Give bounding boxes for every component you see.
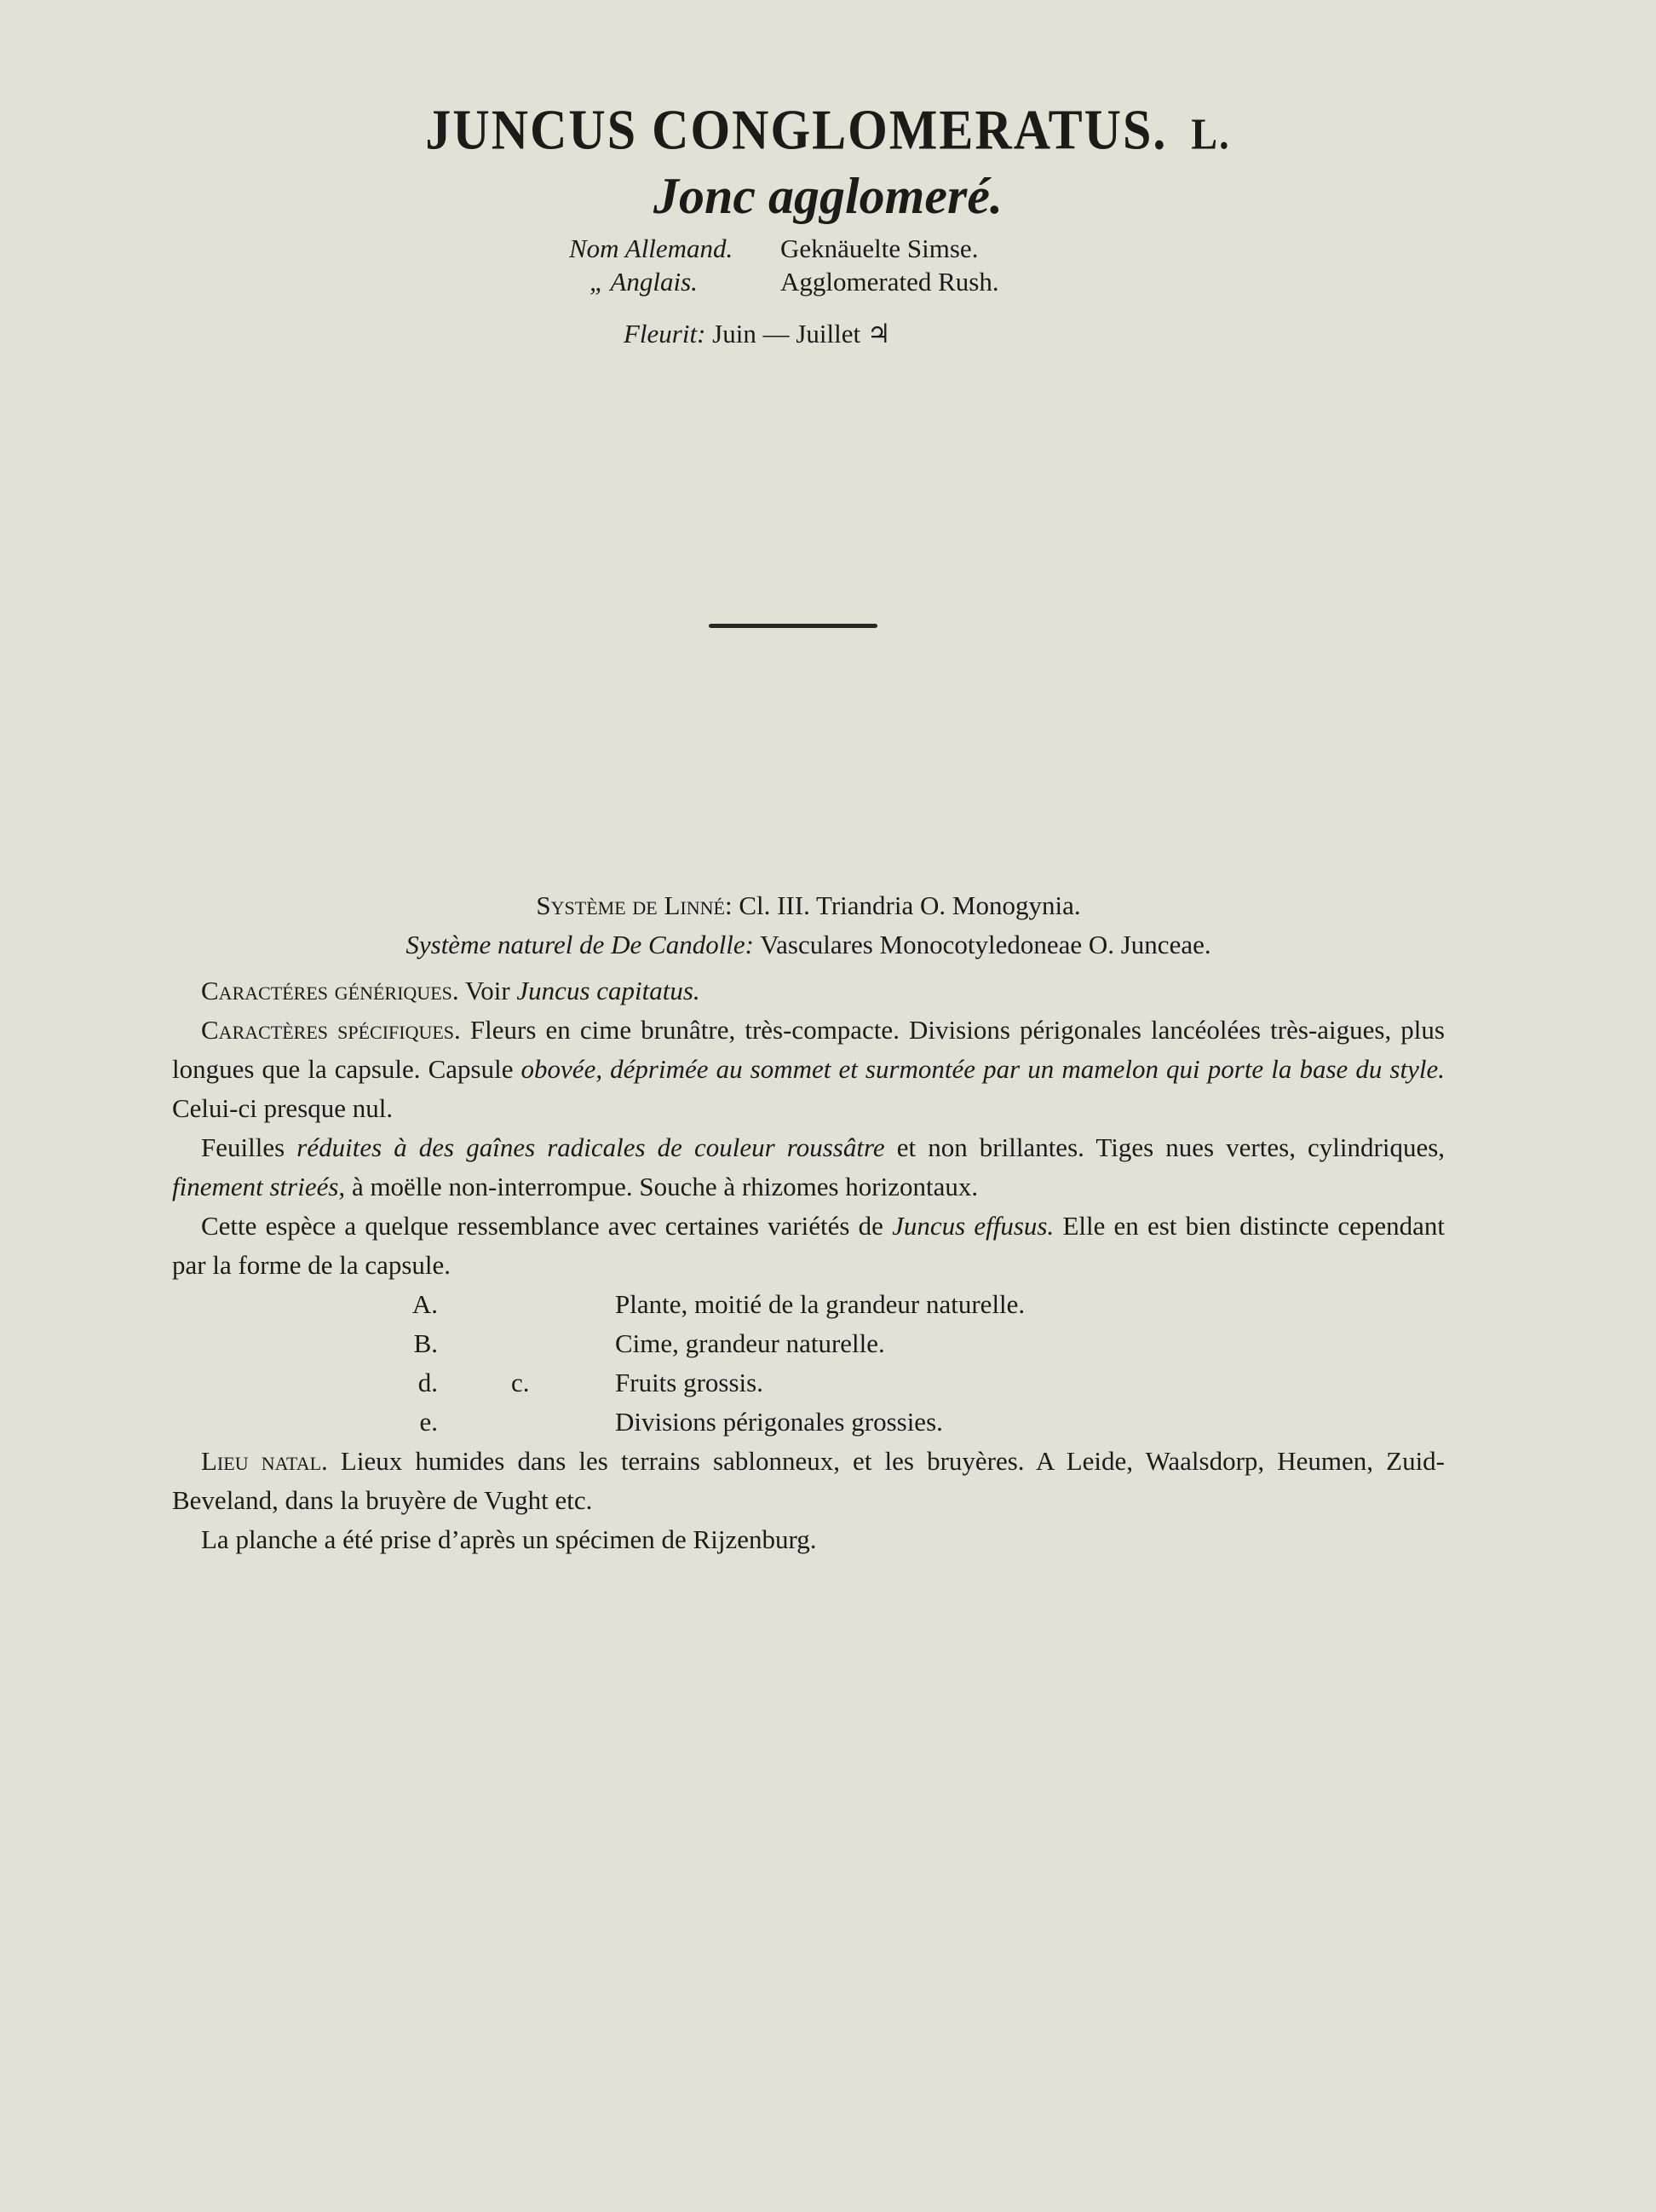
legend-text: Fruits grossis. [615, 1368, 763, 1397]
specific-label: Caractères spécifiques. [201, 1015, 461, 1045]
system-candolle-label: Système naturel de De Candolle: [405, 930, 755, 959]
german-label: Nom Allemand. [569, 233, 733, 263]
vernacular-name: Jonc agglomeré. [653, 168, 1003, 224]
leaves-text-4: finement strieés, [172, 1172, 346, 1201]
leaves-text-2: réduites à des gaînes radicales de couleur roussâtre [296, 1132, 885, 1162]
legend-letter: B. [413, 1328, 438, 1358]
english-label: „ Anglais. [589, 267, 698, 297]
legend-item [172, 1285, 1445, 1324]
legend-letter: d. [417, 1368, 438, 1397]
system-linne-label: Système de Linné: [536, 890, 733, 920]
author-abbreviation: L. [1191, 109, 1231, 158]
section-divider [709, 624, 877, 628]
legend-letter: A. [411, 1289, 438, 1319]
legend-item [172, 1324, 1445, 1363]
flowering-line [624, 319, 891, 349]
habitat-paragraph [172, 1442, 1445, 1520]
perennial-symbol: ♃ [866, 319, 891, 349]
plate-source: La planche a été prise d’après un spécimen de Rijzenburg. [201, 1524, 817, 1554]
specific-text-3: Celui-ci presque nul. [172, 1093, 394, 1123]
system-candolle [172, 925, 1445, 965]
specific-characters [172, 1011, 1445, 1128]
legend-item [172, 1403, 1445, 1442]
german-name-row [569, 232, 999, 265]
comparison-text-1: Cette espèce a quelque ressemblance avec certaines variétés de [201, 1211, 883, 1241]
species-name: JUNCUS CONGLOMERATUS. [425, 97, 1168, 161]
generic-pre: Voir [464, 976, 510, 1005]
habitat-label: Lieu natal. [201, 1446, 328, 1476]
generic-characters [172, 971, 1445, 1011]
comparison-text-3: Elle en est bien distincte cependant par la forme de la capsule. [172, 1211, 1446, 1280]
habitat-text: Lieux humides dans les terrains sablonneux, et les bruyères. A Leide, Waalsdorp, Heumen, Zuid-Beveland, dans la bruyère de Vught etc. [172, 1446, 1446, 1515]
comparison-species: Juncus effusus. [892, 1211, 1055, 1241]
leaves-text-5: à moëlle non-interrompue. Souche à rhizomes horizontaux. [351, 1172, 979, 1201]
legend-text: Plante, moitié de la grandeur naturelle. [615, 1289, 1026, 1319]
leaves-text-3: et non brillantes. Tiges nues vertes, cylindriques, [896, 1132, 1446, 1162]
flowering-label: Fleurit: [624, 319, 706, 349]
english-name: Agglomerated Rush. [780, 267, 999, 297]
plate-legend [172, 1285, 1445, 1442]
specific-text-2: obovée, déprimée au sommet et surmontée par un mamelon qui porte la base du style. [520, 1054, 1445, 1084]
system-candolle-value: Vasculares Monocotyledoneae O. Junceae. [760, 930, 1211, 959]
page-title [0, 97, 1656, 163]
legend-text: Cime, grandeur naturelle. [615, 1328, 885, 1358]
system-linne [172, 886, 1445, 925]
english-name-row [569, 265, 999, 298]
generic-species: Juncus capitatus. [516, 976, 700, 1005]
description-body [172, 886, 1445, 1559]
flowering-value: Juin — Juillet [712, 319, 861, 349]
legend-item [172, 1363, 1445, 1403]
legend-text: Divisions périgonales grossies. [615, 1407, 943, 1437]
comparison-paragraph [172, 1207, 1445, 1285]
leaves-paragraph [172, 1128, 1445, 1207]
generic-label: Caractéres génériques. [201, 976, 459, 1005]
legend-prefix: c. [511, 1368, 530, 1397]
legend-letter: e. [419, 1407, 438, 1437]
german-name: Geknäuelte Simse. [780, 233, 979, 263]
leaves-text-1: Feuilles [201, 1132, 285, 1162]
common-names [569, 232, 999, 298]
system-linne-value: Cl. III. Triandria O. Monogynia. [739, 890, 1081, 920]
specific-text-1: Fleurs en cime brunâtre, très-compacte. Divisions périgonales lancéolées très-aigues, plus longues que la capsule. Capsule [172, 1015, 1445, 1084]
